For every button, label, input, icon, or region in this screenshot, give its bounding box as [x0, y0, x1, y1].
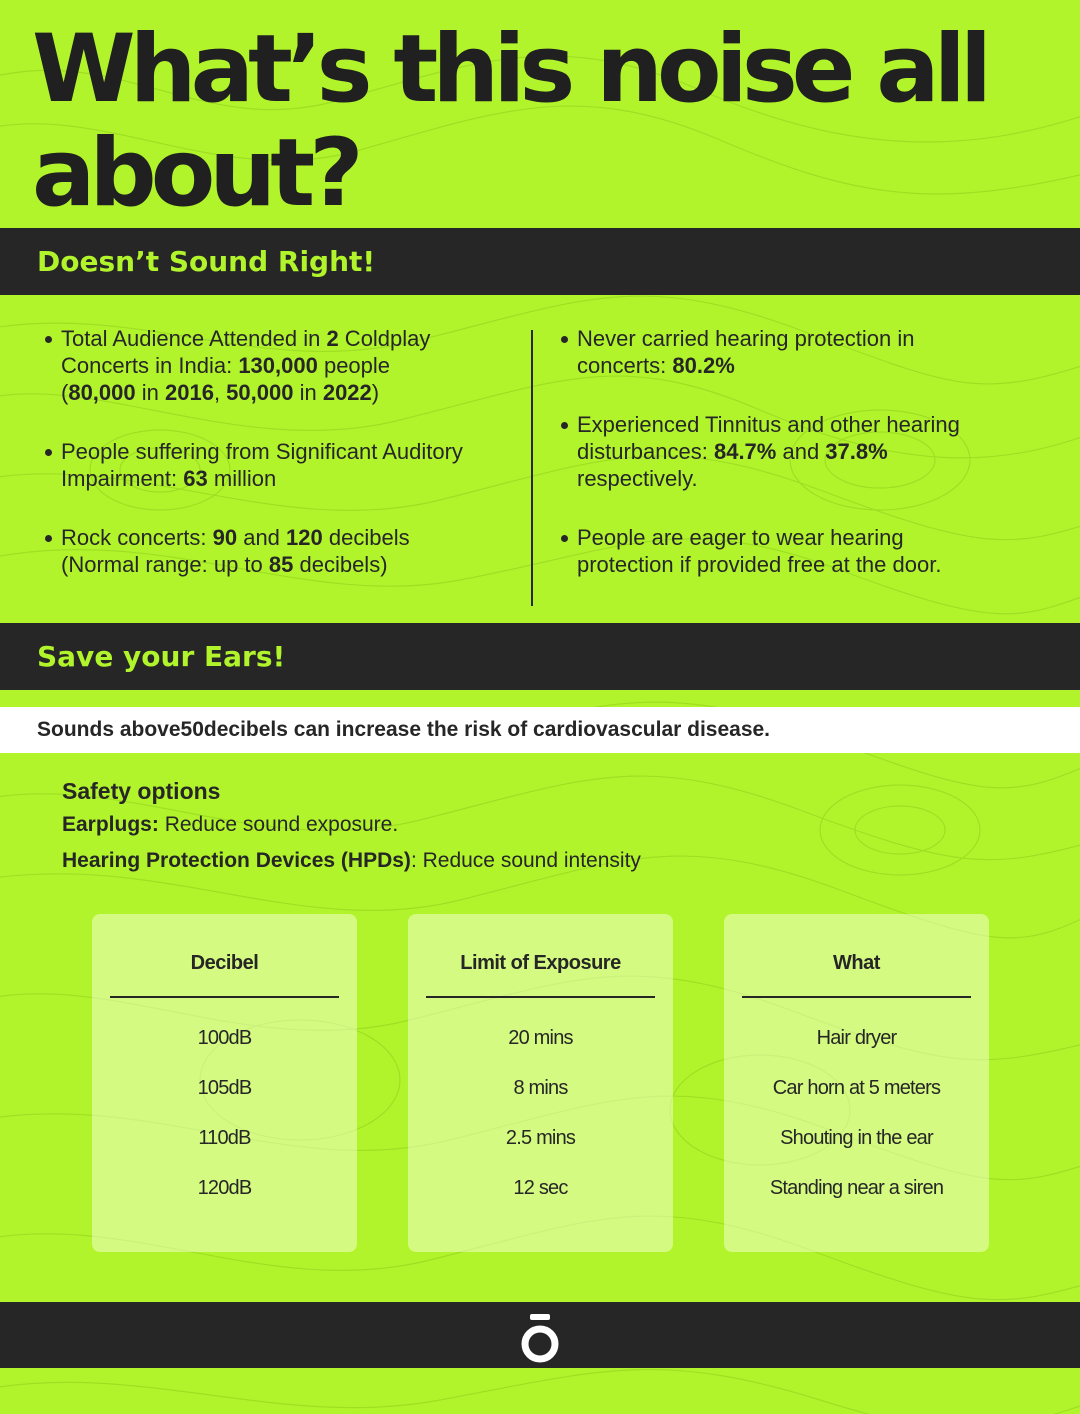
header-rule [426, 996, 655, 998]
table-cell: 120dB [197, 1177, 252, 1199]
fact-coldplay-audience: Total Audience Attended in 2 Coldplay Concerts in India: 130,000 people (80,000 in 2016, 50,000 in 2022) [45, 325, 520, 406]
safety-options-title: Safety options [62, 778, 221, 804]
column-divider [531, 330, 533, 606]
table-cell: 2.5 mins [505, 1127, 576, 1149]
column-header: What [833, 952, 880, 974]
footer-bar [0, 1302, 1080, 1368]
section-header-save-your-ears [0, 623, 1080, 690]
facts-left-column [45, 325, 520, 610]
fact-rock-concert-decibels: Rock concerts: 90 and 120 decibels (Normal range: up to 85 decibels) [45, 524, 520, 578]
table-column-decibel [92, 914, 357, 1252]
facts-right-column [561, 325, 1061, 610]
fact-eager-protection: People are eager to wear hearing protection if provided free at the door. [561, 524, 1001, 578]
table-cell: Car horn at 5 meters [772, 1077, 941, 1099]
page-title: What’s this noise all about? [32, 15, 987, 228]
table-column-limit-of-exposure [408, 914, 673, 1252]
bullet-icon [45, 535, 52, 542]
table-cell: Shouting in the ear [780, 1127, 933, 1149]
header-rule [110, 996, 339, 998]
safety-options [62, 776, 962, 880]
fact-auditory-impairment: People suffering from Significant Auditory Impairment: 63 million [45, 438, 520, 492]
bullet-icon [561, 422, 568, 429]
table-cell: 8 mins [513, 1077, 568, 1099]
column-header: Limit of Exposure [460, 952, 621, 974]
table-cell: 100dB [197, 1027, 252, 1049]
cardiovascular-notice: Sounds above 50 decibels can increase the risk of cardiovascular disease. [0, 707, 1080, 753]
option-earplugs: Earplugs: Reduce sound exposure. [62, 813, 399, 836]
section-header-doesnt-sound-right [0, 228, 1080, 295]
bullet-icon [45, 449, 52, 456]
table-cell: 105dB [197, 1077, 252, 1099]
table-cell: Standing near a siren [769, 1177, 944, 1199]
table-cell: 12 sec [513, 1177, 568, 1199]
fact-tinnitus: Experienced Tinnitus and other hearing disturbances: 84.7% and 37.8% respectively. [561, 411, 1006, 492]
option-hpds: Hearing Protection Devices (HPDs): Reduce sound intensity [62, 849, 641, 872]
brand-logo-icon [518, 1312, 562, 1364]
bullet-icon [561, 336, 568, 343]
facts-section [0, 325, 1080, 610]
table-column-what [724, 914, 989, 1252]
fact-no-hearing-protection: Never carried hearing protection in concerts: 80.2% [561, 325, 961, 379]
table-cell: 110dB [198, 1127, 251, 1149]
section-title: Doesn’t Sound Right! [37, 245, 376, 278]
table-cell: 20 mins [508, 1027, 573, 1049]
bullet-icon [561, 535, 568, 542]
column-header: Decibel [190, 952, 259, 974]
table-cell: Hair dryer [816, 1027, 897, 1049]
header-rule [742, 996, 971, 998]
section-title: Save your Ears! [37, 640, 286, 673]
bullet-icon [45, 336, 52, 343]
